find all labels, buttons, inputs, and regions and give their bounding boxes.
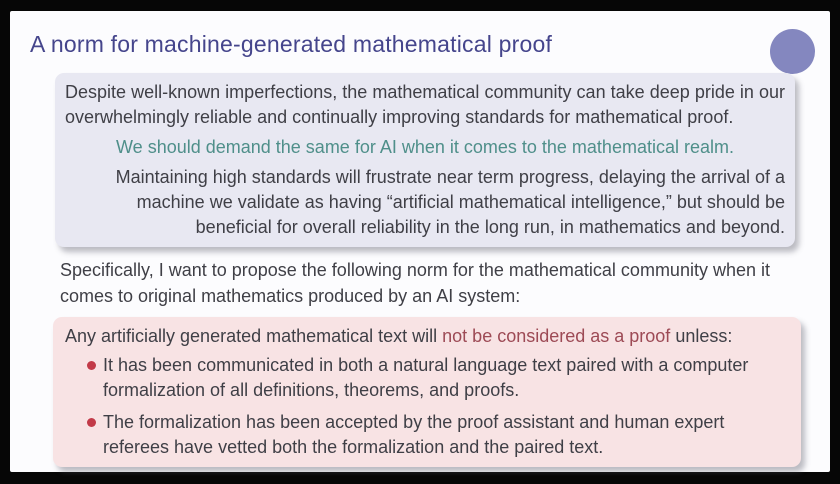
pride-paragraph: Despite well-known imperfections, the mathematical community can take deep pride in our overwhelmingly reliable and continually improving standards for mathematical proof. bbox=[65, 82, 785, 127]
norm-list bbox=[65, 353, 789, 460]
list-item bbox=[65, 410, 789, 460]
norm-box bbox=[53, 317, 801, 467]
demand-paragraph: We should demand the same for AI when it comes to the mathematical realm. bbox=[116, 137, 734, 157]
list-item bbox=[65, 353, 789, 403]
presentation-slide bbox=[10, 11, 830, 472]
slide-title: A norm for machine-generated mathematical proof bbox=[30, 31, 553, 57]
list-item-text: The formalization has been accepted by the proof assistant and human expert referees have vetted both the formalization and the paired text. bbox=[103, 412, 725, 457]
bullet-dot-icon bbox=[87, 418, 96, 427]
norm-heading-alert: not be considered as a proof bbox=[442, 326, 671, 346]
norm-heading-suffix: unless: bbox=[670, 326, 733, 346]
norm-heading bbox=[65, 324, 789, 349]
list-item-text: It has been communicated in both a natural language text paired with a computer formalization of all definitions, theorems, and proofs. bbox=[103, 355, 749, 400]
intro-paragraph: Specifically, I want to propose the following norm for the mathematical community when it comes to original mathematics produced by an AI system: bbox=[60, 260, 770, 306]
standards-paragraph: Maintaining high standards will frustrate near term progress, delaying the arrival of a machine we validate as having “artificial mathematical intelligence,” but should be beneficial for overall reliability in the long run, in mathematics and beyond. bbox=[115, 167, 785, 237]
bullet-dot-icon bbox=[87, 361, 96, 370]
norm-heading-prefix: Any artificially generated mathematical text will bbox=[65, 326, 443, 346]
theme-circle-decoration bbox=[770, 29, 815, 74]
statement-box bbox=[55, 73, 795, 247]
